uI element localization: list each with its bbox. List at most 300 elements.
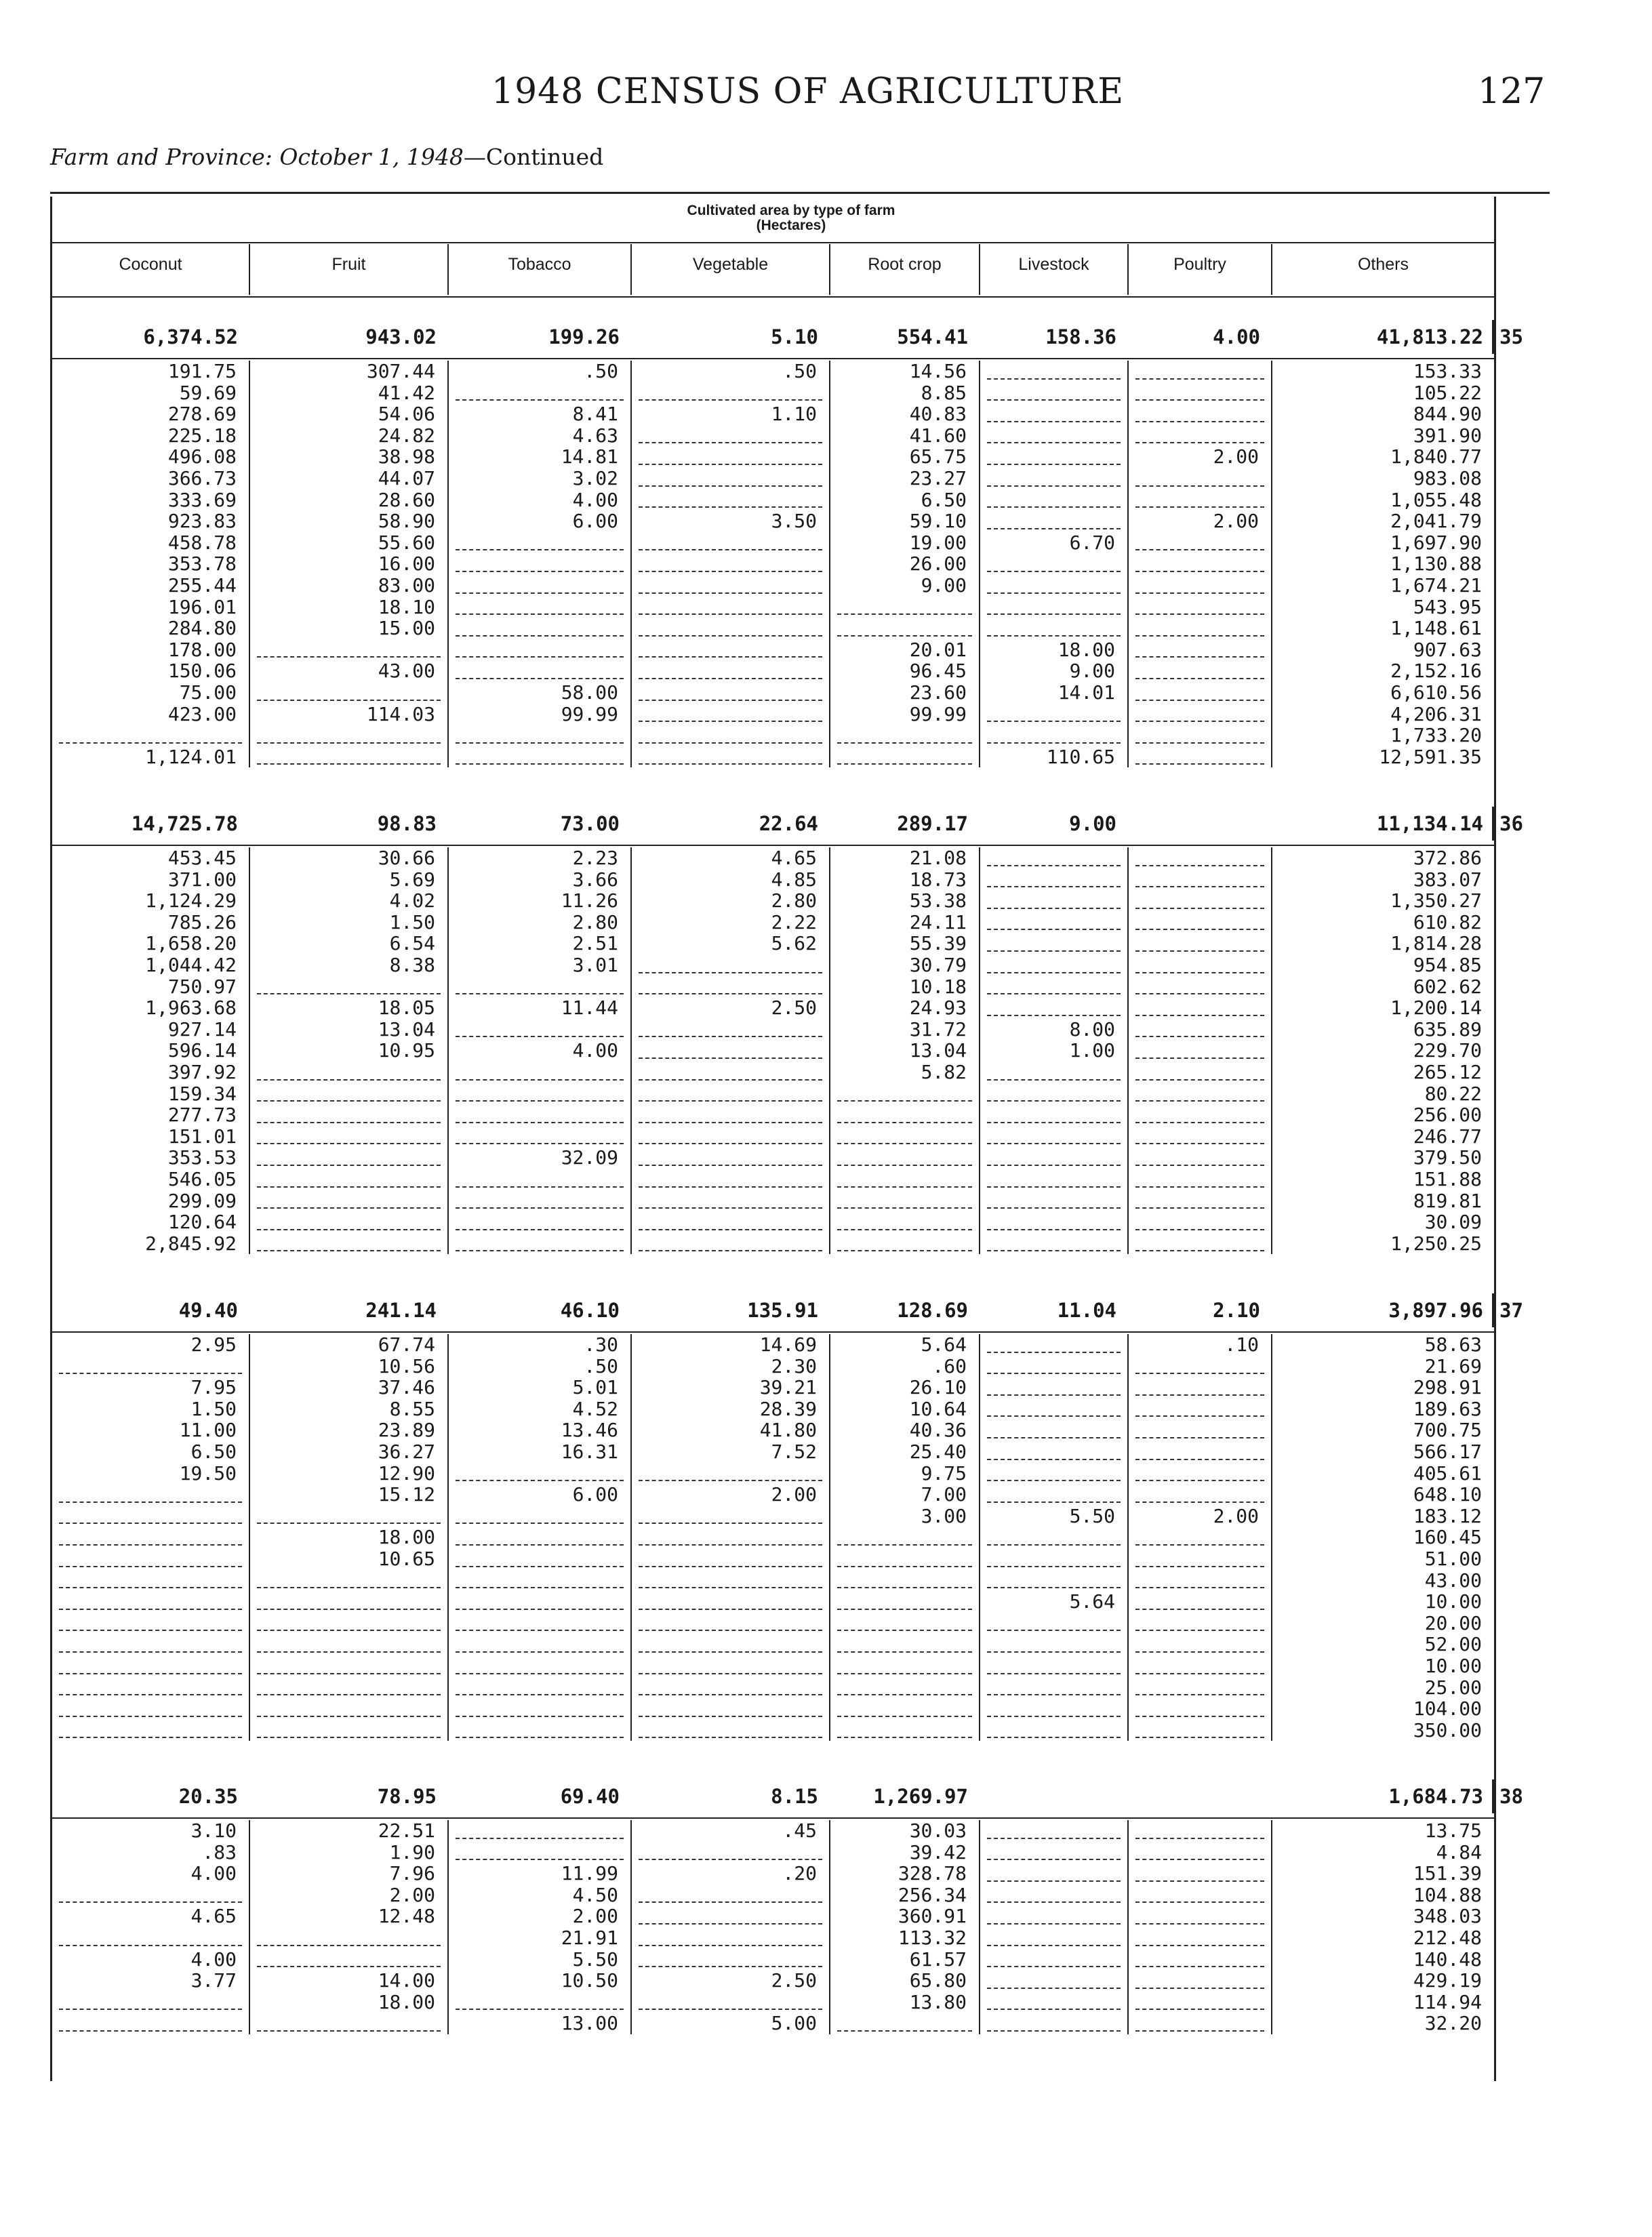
table-row: [52, 2013, 1494, 2034]
total-cell: 158.36: [1045, 325, 1116, 348]
total-cell: 943.02: [365, 325, 437, 348]
total-cell: 98.83: [377, 812, 437, 835]
table-row: [52, 1527, 1494, 1548]
table-cell: 55.39: [829, 933, 979, 954]
table-cell: 4.84: [1271, 1842, 1494, 1863]
table-row: [52, 1463, 1494, 1485]
empty-cell-leader: [1127, 725, 1271, 746]
empty-cell-leader: [1127, 746, 1271, 768]
empty-cell-leader: [447, 1233, 630, 1255]
table-cell: 2.00: [1127, 446, 1271, 468]
table-section: [52, 320, 1494, 767]
table-row: [52, 847, 1494, 869]
table-cell: 405.61: [1271, 1463, 1494, 1485]
empty-cell-leader: [52, 1506, 249, 1527]
empty-cell-leader: [979, 1885, 1127, 1906]
table-cell: 4.63: [447, 425, 630, 447]
empty-cell-leader: [1127, 575, 1271, 597]
table-cell: 114.94: [1271, 1992, 1494, 2013]
table-cell: 13.00: [447, 2013, 630, 2034]
table-row: [52, 1906, 1494, 1927]
empty-cell-leader: [630, 489, 829, 511]
empty-cell-leader: [630, 446, 829, 468]
table-row: [52, 746, 1494, 768]
table-cell: 67.74: [249, 1334, 447, 1356]
total-cell: 73.00: [560, 812, 620, 835]
empty-cell-leader: [979, 382, 1127, 404]
empty-cell-leader: [630, 1104, 829, 1126]
empty-cell-leader: [249, 682, 447, 704]
empty-cell-leader: [1127, 532, 1271, 554]
table-cell: 83.00: [249, 575, 447, 597]
table-row: [52, 1019, 1494, 1041]
table-cell: 99.99: [829, 704, 979, 725]
empty-cell-leader: [630, 425, 829, 447]
empty-cell-leader: [630, 704, 829, 725]
table-cell: 307.44: [249, 361, 447, 382]
table-cell: 496.08: [167, 445, 237, 468]
table-cell: 2,152.16: [1271, 660, 1494, 682]
table-row: [52, 660, 1494, 682]
empty-cell-leader: [829, 1126, 979, 1148]
section-rule: [52, 1817, 1494, 1819]
empty-cell-leader: [447, 639, 630, 661]
total-cell: 1,684.73: [1388, 1785, 1483, 1808]
table-cell: 2.00: [447, 1906, 630, 1927]
table-cell: 546.05: [167, 1168, 237, 1190]
table-cell: 2.22: [630, 912, 829, 933]
table-cell: 153.33: [1271, 361, 1494, 382]
table-row: [52, 704, 1494, 725]
empty-cell-leader: [447, 1190, 630, 1212]
table-cell: 24.82: [249, 425, 447, 447]
table-cell: 360.91: [829, 1906, 979, 1927]
empty-cell-leader: [829, 1570, 979, 1592]
empty-cell-leader: [979, 1419, 1127, 1441]
empty-cell-leader: [979, 1062, 1127, 1083]
table-cell: 9.75: [829, 1463, 979, 1485]
table-cell: .30: [447, 1334, 630, 1356]
empty-cell-leader: [829, 1211, 979, 1233]
table-cell: 32.20: [1271, 2013, 1494, 2034]
empty-cell-leader: [979, 1169, 1127, 1190]
empty-cell-leader: [630, 1083, 829, 1105]
empty-cell-leader: [979, 446, 1127, 468]
column-group-title: [554, 203, 1028, 233]
table-cell: 2.80: [447, 912, 630, 933]
empty-cell-leader: [1127, 976, 1271, 998]
table-cell: 31.72: [829, 1019, 979, 1041]
column-header-vegetable: Vegetable: [630, 244, 829, 295]
table-cell: 13.75: [1271, 1820, 1494, 1842]
total-cell: 11.04: [1057, 1299, 1116, 1322]
table-cell: 43.00: [249, 660, 447, 682]
table-row: [52, 1698, 1494, 1720]
table-cell: 458.78: [167, 531, 237, 554]
empty-cell-leader: [630, 597, 829, 618]
table-cell: .50: [447, 1356, 630, 1377]
total-cell: 8.15: [771, 1785, 818, 1808]
empty-cell-leader: [52, 1548, 249, 1570]
table-cell: 5.64: [829, 1334, 979, 1356]
total-cell: [1127, 1779, 1271, 1813]
table-cell: 37.46: [249, 1377, 447, 1398]
table-cell: .20: [630, 1863, 829, 1885]
table-row: [52, 1677, 1494, 1699]
line-number: 37: [1499, 1299, 1523, 1322]
empty-cell-leader: [447, 976, 630, 998]
table-cell: 298.91: [1271, 1377, 1494, 1398]
table-cell: 159.34: [167, 1082, 237, 1105]
empty-cell-leader: [447, 1591, 630, 1613]
empty-cell-leader: [630, 1720, 829, 1741]
empty-cell-leader: [979, 510, 1127, 532]
empty-cell-leader: [1127, 912, 1271, 933]
table-cell: 10.95: [249, 1040, 447, 1062]
table-cell: 4.85: [630, 869, 829, 891]
empty-cell-leader: [1127, 682, 1271, 704]
empty-cell-leader: [447, 1126, 630, 1148]
table-cell: 11.00: [179, 1419, 237, 1442]
empty-cell-leader: [979, 1484, 1127, 1506]
empty-cell-leader: [979, 1356, 1127, 1377]
table-cell: 391.90: [1271, 425, 1494, 447]
table-cell: 38.98: [249, 446, 447, 468]
total-cell: 41,813.22: [1376, 325, 1483, 348]
empty-cell-leader: [829, 725, 979, 746]
table-cell: 25.40: [829, 1441, 979, 1463]
empty-cell-leader: [52, 1527, 249, 1548]
column-group-title-line2: (Hectares): [756, 218, 826, 233]
empty-cell-leader: [1127, 1548, 1271, 1570]
table-cell: 183.12: [1271, 1506, 1494, 1527]
table-cell: 13.04: [249, 1019, 447, 1041]
empty-cell-leader: [1127, 1126, 1271, 1148]
empty-cell-leader: [52, 1720, 249, 1741]
table-row: [52, 1104, 1494, 1126]
table-cell: 52.00: [1271, 1634, 1494, 1655]
top-rule: [50, 192, 1550, 194]
table-cell: 96.45: [829, 660, 979, 682]
column-header-row: [52, 244, 1494, 295]
empty-cell-leader: [630, 1698, 829, 1720]
empty-cell-leader: [52, 1992, 249, 2013]
empty-cell-leader: [630, 1233, 829, 1255]
table-cell: 11.99: [447, 1863, 630, 1885]
empty-cell-leader: [979, 1927, 1127, 1949]
table-cell: 40.83: [829, 403, 979, 425]
table-cell: 18.05: [249, 997, 447, 1019]
empty-cell-leader: [979, 912, 1127, 933]
table-cell: 11.44: [447, 997, 630, 1019]
table-cell: .60: [829, 1356, 979, 1377]
table-cell: 24.11: [829, 912, 979, 933]
empty-cell-leader: [979, 1906, 1127, 1927]
empty-cell-leader: [249, 1083, 447, 1105]
empty-cell-leader: [1127, 1463, 1271, 1485]
table-cell: 4.52: [447, 1398, 630, 1420]
table-row: [52, 382, 1494, 404]
empty-cell-leader: [249, 1655, 447, 1677]
empty-cell-leader: [1127, 1211, 1271, 1233]
total-cell: 199.26: [548, 325, 620, 348]
table-row: [52, 597, 1494, 618]
table-cell: 278.69: [167, 403, 237, 426]
empty-cell-leader: [447, 1019, 630, 1041]
table-row: [52, 1334, 1494, 1356]
empty-cell-leader: [630, 618, 829, 639]
total-cell: 289.17: [897, 812, 968, 835]
table-cell: 110.65: [979, 746, 1127, 768]
empty-cell-leader: [52, 1885, 249, 1906]
empty-cell-leader: [829, 1083, 979, 1105]
empty-cell-leader: [630, 1677, 829, 1699]
empty-cell-leader: [1127, 1484, 1271, 1506]
empty-cell-leader: [249, 1211, 447, 1233]
table-cell: 5.00: [630, 2013, 829, 2034]
table-row: [52, 1126, 1494, 1148]
table-cell: 3.02: [447, 468, 630, 489]
line-number-rule: [1492, 807, 1494, 841]
empty-cell-leader: [829, 2013, 979, 2034]
empty-cell-leader: [630, 1190, 829, 1212]
table-cell: 75.00: [179, 681, 237, 704]
table-cell: 58.63: [1271, 1334, 1494, 1356]
empty-cell-leader: [249, 1927, 447, 1949]
empty-cell-leader: [979, 1570, 1127, 1592]
table-row: [52, 976, 1494, 998]
table-cell: 1,044.42: [145, 954, 237, 976]
table-cell: 353.53: [167, 1146, 237, 1169]
table-cell: 12.48: [249, 1906, 447, 1927]
table-cell: 30.03: [829, 1820, 979, 1842]
total-cell: 49.40: [178, 1299, 238, 1322]
table-cell: 8.55: [249, 1398, 447, 1420]
empty-cell-leader: [829, 1527, 979, 1548]
empty-cell-leader: [979, 1190, 1127, 1212]
table-row: [52, 1062, 1494, 1083]
page-number: 127: [1478, 71, 1546, 112]
empty-cell-leader: [1127, 1083, 1271, 1105]
empty-cell-leader: [979, 597, 1127, 618]
empty-cell-leader: [829, 1591, 979, 1613]
empty-cell-leader: [979, 954, 1127, 976]
table-row: [52, 510, 1494, 532]
table-cell: 3.50: [630, 510, 829, 532]
empty-cell-leader: [447, 1720, 630, 1741]
empty-cell-leader: [52, 1655, 249, 1677]
table-cell: 1,350.27: [1271, 890, 1494, 912]
table-cell: 6.00: [447, 510, 630, 532]
table-cell: 379.50: [1271, 1147, 1494, 1169]
empty-cell-leader: [447, 1655, 630, 1677]
table-cell: 14.81: [447, 446, 630, 468]
empty-cell-leader: [249, 2013, 447, 2034]
table-cell: 700.75: [1271, 1419, 1494, 1441]
empty-cell-leader: [979, 1441, 1127, 1463]
total-cell: [1127, 807, 1271, 841]
empty-cell-leader: [979, 553, 1127, 575]
table-cell: 4.50: [447, 1885, 630, 1906]
table-cell: 41.42: [249, 382, 447, 404]
table-row: [52, 446, 1494, 468]
table-cell: 54.06: [249, 403, 447, 425]
table-row: [52, 997, 1494, 1019]
empty-cell-leader: [630, 639, 829, 661]
table-cell: 21.69: [1271, 1356, 1494, 1377]
table-cell: 26.00: [829, 553, 979, 575]
empty-cell-leader: [447, 1506, 630, 1527]
empty-cell-leader: [630, 1040, 829, 1062]
table-cell: 2.50: [630, 1970, 829, 1992]
table-row: [52, 1506, 1494, 1527]
table-cell: 785.26: [167, 910, 237, 933]
subtitle-continued: —Continued: [463, 144, 604, 170]
table-cell: 453.45: [167, 847, 237, 869]
table-cell: 2.23: [447, 847, 630, 869]
empty-cell-leader: [979, 361, 1127, 382]
table-cell: 4,206.31: [1271, 704, 1494, 725]
empty-cell-leader: [1127, 1655, 1271, 1677]
table-cell: .10: [1127, 1334, 1271, 1356]
empty-cell-leader: [447, 1104, 630, 1126]
total-cell: 2.10: [1213, 1299, 1260, 1322]
table-cell: 2,041.79: [1271, 510, 1494, 532]
empty-cell-leader: [1127, 1104, 1271, 1126]
table-row: [52, 1970, 1494, 1992]
empty-cell-leader: [1127, 1441, 1271, 1463]
table-cell: 1,055.48: [1271, 489, 1494, 511]
running-title: 1948 CENSUS OF AGRICULTURE: [491, 71, 1125, 112]
empty-cell-leader: [249, 976, 447, 998]
empty-cell-leader: [979, 1720, 1127, 1741]
table-cell: 5.69: [249, 869, 447, 891]
table-row: [52, 618, 1494, 639]
empty-cell-leader: [829, 1548, 979, 1570]
empty-cell-leader: [1127, 1634, 1271, 1655]
table-cell: 212.48: [1271, 1927, 1494, 1949]
table-row: [52, 1548, 1494, 1570]
empty-cell-leader: [979, 403, 1127, 425]
table-cell: 1,124.29: [145, 889, 237, 912]
empty-cell-leader: [979, 1863, 1127, 1885]
empty-cell-leader: [630, 976, 829, 998]
column-header-fruit: Fruit: [249, 244, 447, 295]
table-cell: 21.08: [829, 847, 979, 869]
empty-cell-leader: [979, 1104, 1127, 1126]
table-cell: 28.60: [249, 489, 447, 511]
empty-cell-leader: [1127, 2013, 1271, 2034]
table-row: [52, 468, 1494, 489]
table-cell: 844.90: [1271, 403, 1494, 425]
table-cell: 602.62: [1271, 976, 1494, 998]
column-group-title-line1: Cultivated area by type of farm: [687, 203, 895, 218]
table-cell: 256.00: [1271, 1104, 1494, 1126]
empty-cell-leader: [630, 1949, 829, 1971]
empty-cell-leader: [1127, 597, 1271, 618]
table-row: [52, 1169, 1494, 1190]
table-cell: 13.04: [829, 1040, 979, 1062]
table-cell: 23.89: [249, 1419, 447, 1441]
table-row: [52, 725, 1494, 746]
empty-cell-leader: [979, 976, 1127, 998]
empty-cell-leader: [829, 1104, 979, 1126]
empty-cell-leader: [447, 1677, 630, 1699]
table-cell: 648.10: [1271, 1484, 1494, 1506]
empty-cell-leader: [1127, 403, 1271, 425]
table-cell: 12.90: [249, 1463, 447, 1485]
empty-cell-leader: [1127, 1720, 1271, 1741]
empty-cell-leader: [249, 1613, 447, 1634]
table-cell: 196.01: [167, 595, 237, 618]
empty-cell-leader: [1127, 639, 1271, 661]
empty-cell-leader: [1127, 1019, 1271, 1041]
empty-cell-leader: [249, 746, 447, 768]
table-cell: 178.00: [167, 638, 237, 661]
table-cell: 59.69: [179, 381, 237, 404]
table-cell: 23.60: [829, 682, 979, 704]
empty-cell-leader: [979, 1820, 1127, 1842]
table-cell: 10.00: [1271, 1591, 1494, 1613]
empty-cell-leader: [447, 532, 630, 554]
table-cell: 104.00: [1271, 1698, 1494, 1720]
empty-cell-leader: [52, 1356, 249, 1377]
table-cell: 8.85: [829, 382, 979, 404]
empty-cell-leader: [630, 1885, 829, 1906]
table-cell: 983.08: [1271, 468, 1494, 489]
table-row: [52, 1398, 1494, 1420]
empty-cell-leader: [52, 1927, 249, 1949]
line-number: 35: [1499, 325, 1523, 348]
table-cell: 104.88: [1271, 1885, 1494, 1906]
table-cell: 61.57: [829, 1949, 979, 1971]
empty-cell-leader: [630, 1019, 829, 1041]
table-cell: 16.31: [447, 1441, 630, 1463]
table-cell: 348.03: [1271, 1906, 1494, 1927]
empty-cell-leader: [979, 1147, 1127, 1169]
table-cell: 11.26: [447, 890, 630, 912]
table-cell: 6,610.56: [1271, 682, 1494, 704]
empty-cell-leader: [1127, 1906, 1271, 1927]
empty-cell-leader: [447, 382, 630, 404]
empty-cell-leader: [249, 1126, 447, 1148]
column-header-others: Others: [1271, 244, 1494, 295]
empty-cell-leader: [979, 725, 1127, 746]
table-cell: 65.75: [829, 446, 979, 468]
table-cell: 1,733.20: [1271, 725, 1494, 746]
column-header-livestock: Livestock: [979, 244, 1127, 295]
table-cell: 21.91: [447, 1927, 630, 1949]
table-cell: 372.86: [1271, 847, 1494, 869]
empty-cell-leader: [447, 660, 630, 682]
empty-cell-leader: [829, 1720, 979, 1741]
empty-cell-leader: [630, 1211, 829, 1233]
empty-cell-leader: [979, 1634, 1127, 1655]
table-section: [52, 1293, 1494, 1741]
empty-cell-leader: [249, 1104, 447, 1126]
total-cell: 20.35: [178, 1785, 238, 1808]
empty-cell-leader: [1127, 1949, 1271, 1971]
empty-cell-leader: [979, 869, 1127, 891]
section-rule: [52, 358, 1494, 359]
empty-cell-leader: [249, 1591, 447, 1613]
subtitle-italic: Farm and Province: October 1, 1948: [50, 144, 464, 170]
table-cell: 53.38: [829, 890, 979, 912]
empty-cell-leader: [249, 1677, 447, 1699]
empty-cell-leader: [1127, 1570, 1271, 1592]
empty-cell-leader: [979, 1398, 1127, 1420]
empty-cell-leader: [979, 1233, 1127, 1255]
